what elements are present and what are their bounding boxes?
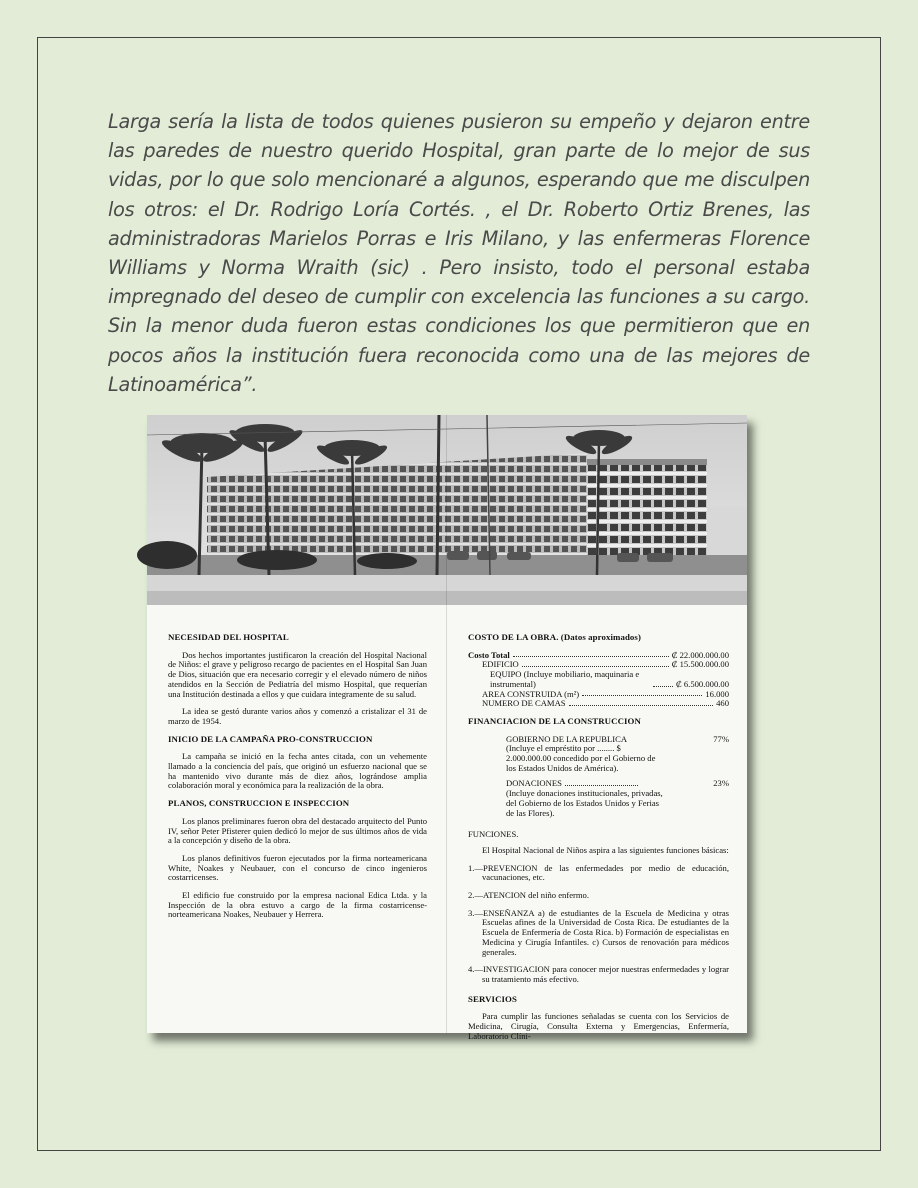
heading-financiacion: FINANCIACION DE LA CONSTRUCCION [468,715,641,726]
cost-label: NUMERO DE CAMAS [482,698,566,709]
quote-paragraph: Larga sería la lista de todos quienes pusieron su empeño y dejaron entre las paredes de nuestro querido Hospital, gran parte de lo mejor de sus vidas, por lo que solo mencionaré a algunos, esperando que me disculpen los otros: el Dr. Rodrigo Loría Cortés. , el Dr. Roberto Ortiz Brenes, las administradoras Marielos Porras e Iris Milano, y las enfermeras Florence Williams y Norma Wraith (sic) . Pero insisto, todo el personal estaba impregnado del deseo de cumplir con excelencia las funciones a su cargo. Sin la menor duda fueron estas condiciones los que permitieron que en pocos años la institución fuera reconocida como una de las mejores de Latinoamérica”. [108,110,810,396]
left-column [168,633,427,928]
functions-list [468,864,729,985]
cost-label: Costo Total [468,649,510,660]
cost-label: EDIFICIO [482,659,519,670]
list-item: 4.—INVESTIGACION para conocer mejor nuestras enfermedades y lograr su tratamiento más efectivo. [468,964,729,984]
cost-value: 460 [716,698,729,709]
cost-value: 16.000 [705,688,729,699]
heading-planos: PLANOS, CONSTRUCCION E INSPECCION [168,798,350,809]
paragraph: Dos hechos importantes justificaron la creación del Hospital Nacional de Niños: el grave y peligroso recargo de pacientes en el Hospital San Juan de Dios, situación que era necesario corregir y el elevado número de niños atendidos en la Sección de Pediatría del mismo Hospital, que requerían una Institución destinada a ellos y que cuidara integramente de su salud. [168,649,427,699]
heading-necesidad: NECESIDAD DEL HOSPITAL [168,632,289,642]
paragraph: Para cumplir las funciones señaladas se cuenta con los Servicios de Medicina, Cirugía, Consulta Externa y Emergencias, Enfermería, Laboratorio Clíni- [468,1011,729,1041]
financing-value: 77% [713,733,729,744]
cost-value: ₡ 6.500.000.00 [676,678,729,689]
financing-note: (Incluye donaciones institucionales, privadas, del Gobierno de los Estados Unidos y Ferias de las Flores). [506,788,663,818]
financing-value: 23% [713,778,729,789]
paragraph: Los planos definitivos fueron ejecutados por la firma norteamericana White, Noakes y Neubauer, con el concurso de cinco ingenieros costarricenses. [168,852,427,883]
right-column [468,633,729,1050]
cost-value: ₡ 22.000.000.00 [671,649,729,660]
list-item: 2.—ATENCION del niño enfermo. [468,890,590,901]
paragraph: La campaña se inició en la fecha antes citada, con un vehemente llamado a la conciencia del país, que originó un esfuerzo nacional que se ha mantenido vivo durante más de diez años, lográndose amplia colaboración moral y económica para la realización de la obra. [168,751,427,791]
cost-table [468,651,729,709]
heading-funciones: FUNCIONES. [468,829,519,840]
cost-value: ₡ 15.500.000.00 [671,659,729,670]
list-item: 3.—ENSEÑANZA a) de estudiantes de la Escuela de Medicina y otras Escuelas afines de la Universidad de Costa Rica. De estudiantes de la Escuela de Enfermería de Costa Rica. b) Formación de especialistas en Medicina y Cirugía Infantiles. c) Cursos de renovación para médicos generales. [468,907,729,957]
cost-row-equipo [468,670,729,689]
financing-donaciones [468,779,729,818]
paragraph: El Hospital Nacional de Niños aspira a las siguientes funciones básicas: [482,844,729,855]
heading-costo: COSTO DE LA OBRA. (Datos aproximados) [468,632,641,642]
financing-gobierno [468,735,729,774]
paragraph: La idea se gestó durante varios años y comenzó a cristalizar el 31 de marzo de 1954. [168,706,427,726]
financing-note: (Incluye el empréstito por ........ $ 2.000.000.00 concedido por el Gobierno de los Estados Unidos de América). [506,743,656,773]
newspaper-clipping [147,415,747,1041]
heading-servicios: SERVICIOS [468,993,517,1004]
page-fold [446,415,447,1033]
heading-campana: INICIO DE LA CAMPAÑA PRO-CONSTRUCCION [168,733,373,744]
paragraph: El edificio fue construido por la empresa nacional Edica Ltda. y la Inspección de la obra estuvo a cargo de la firma costarricense-norteamericana Noakes, Neubauer y Herrera. [168,890,427,920]
list-item: 1.—PREVENCION de las enfermedades por medio de educación, vacunaciones, etc. [468,862,729,883]
hospital-building-photo [147,415,747,605]
financing-label: GOBIERNO DE LA REPUBLICA [506,733,628,744]
financing-label: DONACIONES [506,778,562,789]
cost-row-camas [468,699,729,709]
cost-label: AREA CONSTRUIDA (m²) [482,688,580,699]
cost-label: EQUIPO (Incluye mobiliario, maquinaria e instrumental) [490,669,640,689]
paragraph: Los planos preliminares fueron obra del destacado arquitecto del Punto IV, señor Peter Pfisterer quien dedicó lo mejor de sus últimos años de vida a la concepción y diseño de la obra. [168,815,427,846]
